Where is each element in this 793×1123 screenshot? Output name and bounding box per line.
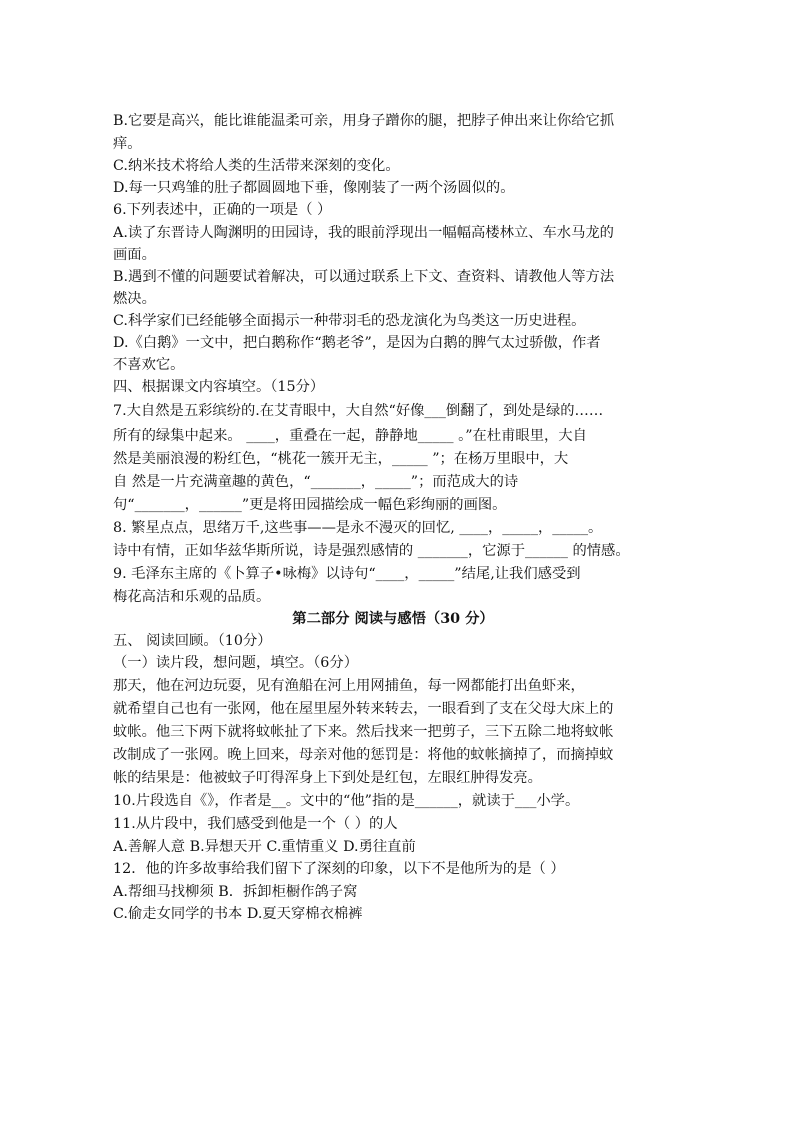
passage-line: 就希望自己也有一张网，他在屋里屋外转来转去，一眼看到了支在父母大床上的 (113, 701, 614, 717)
text-line: 痒。 (113, 136, 142, 152)
options-12: C.偷走女同学的书本 D.夏天穿棉衣棉裤 (113, 906, 363, 922)
text-line: 梅花高洁和乐观的品质。 (113, 589, 271, 605)
text-line: 句“_______，______”更是将田园描绘成一幅色彩绚丽的画图。 (113, 497, 507, 513)
text-line: C.纳米技术将给人类的生活带来深刻的变化。 (113, 158, 400, 174)
subsection-heading: （一）读片段，想问题，填空。（6分） (113, 655, 358, 671)
text-line: 画面。 (113, 247, 156, 263)
question-9: 9. 毛泽东主席的《卜算子•咏梅》以诗句“____，_____”结尾,让我们感受到 (113, 566, 581, 582)
passage-line: 改制成了一张网。晚上回来，母亲对他的惩罚是：将他的蚊帐摘掉了，而摘掉蚊 (113, 747, 614, 763)
options-11: A.善解人意 B.异想天开 C.重情重义 D.勇往直前 (113, 839, 416, 855)
question-6: 6.下列表述中，正确的一项是（ ） (113, 202, 332, 218)
text-line: 所有的绿集中起来。 ____，重叠在一起，静静地_____ 。”在杜甫眼里，大自 (113, 428, 587, 444)
text-line: 然是美丽浪漫的粉红色，“桃花一簇开无主，_____ ”；在杨万里眼中，大 (113, 451, 569, 467)
text-line: C.科学家们已经能够全面揭示一种带羽毛的恐龙演化为鸟类这一历史进程。 (113, 313, 586, 329)
passage-line: 蚊帐。他三下两下就将蚊帐扯了下来。然后找来一把剪子，三下五除二地将蚊帐 (113, 724, 614, 740)
passage-line: 那天，他在河边玩耍，见有渔船在河上用网捕鱼，每一网都能打出鱼虾来， (113, 678, 585, 694)
text-line: B.它要是高兴，能比谁能温柔可亲，用身子蹭你的腿，把脖子伸出来让你给它抓 (113, 113, 615, 129)
text-line: 燃决。 (113, 291, 156, 307)
text-line: D.每一只鸡雏的肚子都圆圆地下垂，像刚装了一两个汤圆似的。 (113, 180, 515, 196)
text-line: A.读了东晋诗人陶渊明的田园诗，我的眼前浮现出一幅幅高楼林立、车水马龙的 (113, 225, 614, 241)
text-line: D.《白鹅》一文中，把白鹅称作“鹅老爷”，是因为白鹅的脾气太过骄傲，作者 (113, 335, 601, 351)
question-10: 10.片段选自《》，作者是__。文中的“他”指的是______，就读于___小学。 (113, 793, 580, 809)
question-8: 8. 繁星点点，思绪万千,这些事——是永不漫灭的回忆, ____，_____，_____。 (113, 520, 603, 536)
text-line: 自 然是一片充满童趣的黄色，“_______，_____”；而范成大的诗 (113, 474, 519, 490)
question-12: 12．他的许多故事给我们留下了深刻的印象，以下不是他所为的是（ ） (113, 861, 565, 877)
question-7: 7.大自然是五彩缤纷的.在艾青眼中，大自然“好像___倒翻了，到处是绿的…… (113, 403, 604, 419)
passage-line: 帐的结果是：他被蚊子叮得浑身上下到处是红包，左眼红肿得发亮。 (113, 770, 542, 786)
part-title: 第二部分 阅读与感悟（30 分） (292, 611, 494, 627)
section-heading: 五、 阅读回顾。（10分） (113, 633, 272, 649)
text-line: 诗中有情，正如华兹华斯所说，诗是强烈感情的 _______，它源于______ 的情感。 (113, 543, 630, 559)
options-12: A.帮细马找柳须 B．拆卸柜橱作鸽子窝 (113, 884, 358, 900)
text-line: B.遇到不懂的问题要试着解决，可以通过联系上下文、查资料、请教他人等方法 (113, 269, 615, 285)
question-11: 11.从片段中，我们感受到他是一个（ ）的人 (113, 816, 398, 832)
text-line: 不喜欢它。 (113, 357, 185, 373)
section-heading: 四、根据课文内容填空。（15分） (113, 379, 325, 395)
